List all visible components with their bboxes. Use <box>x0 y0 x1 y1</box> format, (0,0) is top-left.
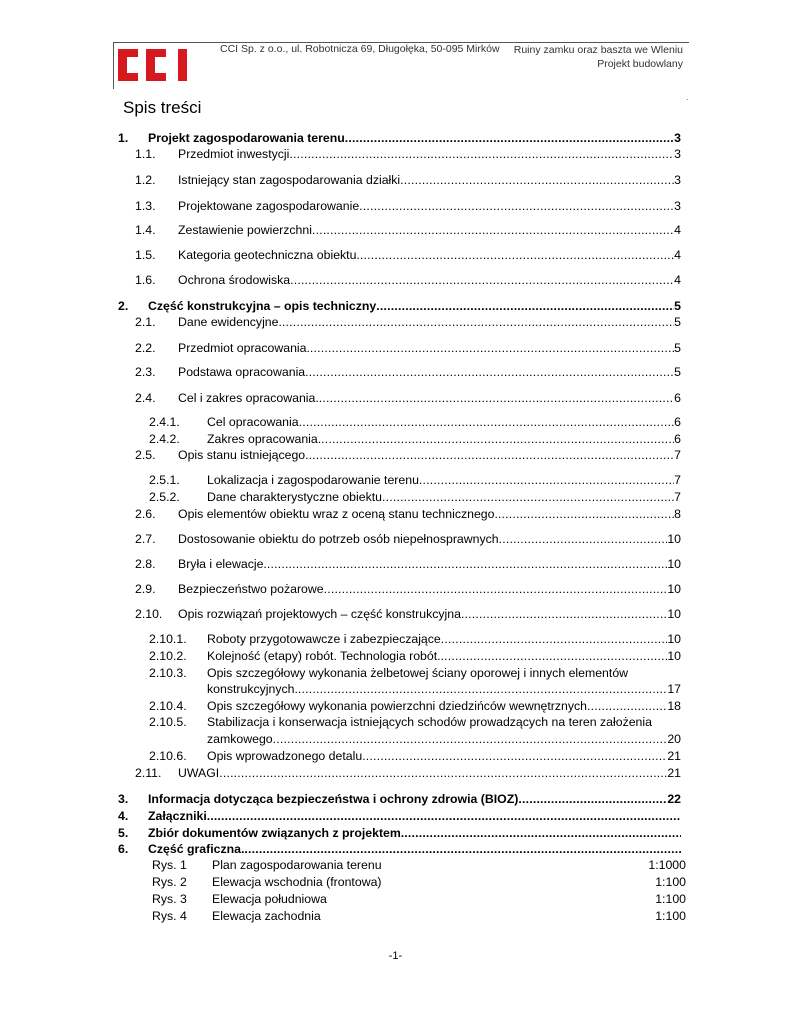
page-number: -1- <box>388 950 403 962</box>
toc-entry-1-4[interactable]: 1.4. Zestawienie powierzchni ..... 4 <box>118 222 681 238</box>
toc-entry-6[interactable]: 6. Część graficzna. ..... <box>118 841 681 857</box>
toc-entry-2-10-5-cont[interactable]: zamkowego ..... 20 <box>207 731 681 747</box>
toc-entry-2-1[interactable]: 2.1. Dane ewidencyjne. ..... 5 <box>118 314 681 330</box>
toc-entry-4[interactable]: 4. Załączniki. ..... <box>118 808 681 824</box>
toc-entry-2-6[interactable]: 2.6. Opis elementów obiektu wraz z oceną stanu technicznego. ..... 8 <box>118 506 681 522</box>
toc-entry-1[interactable]: 1. Projekt zagospodarowania terenu ..... 3 <box>118 130 681 146</box>
toc-entry-2-11[interactable]: 2.11. UWAGI ..... 21 <box>118 765 681 781</box>
toc-entry-2-10-5[interactable]: 2.10.5. Stabilizacja i konserwacja istniejących schodów prowadzących na teren założenia <box>149 715 652 729</box>
toc-entry-2-5-1[interactable]: 2.5.1. Lokalizacja i zagospodarowanie terenu ..... 7 <box>118 472 681 488</box>
toc-entry-1-2[interactable]: 1.2. Istniejący stan zagospodarowania działki ..... 3 <box>118 172 681 188</box>
toc-entry-2-2[interactable]: 2.2. Przedmiot opracowania. ..... 5 <box>118 340 681 356</box>
toc-entry-2-10-6[interactable]: 2.10.6. Opis wprowadzonego detalu ..... 21 <box>118 748 681 764</box>
toc-entry-2-10[interactable]: 2.10. Opis rozwiązań projektowych – część konstrukcyjna ..... 10 <box>118 606 681 622</box>
toc-entry-2-8[interactable]: 2.8. Bryła i elewacje. ..... 10 <box>118 556 681 572</box>
toc-entry-3[interactable]: 3. Informacja dotycząca bezpieczeństwa i ochrony zdrowia (BIOZ) ..... 22 <box>118 791 681 807</box>
toc-entry-2-4[interactable]: 2.4. Cel i zakres opracowania. ..... 6 <box>118 390 681 406</box>
toc-entry-2-10-3[interactable]: 2.10.3. Opis szczegółowy wykonania żelbetowej ściany oporowej i innych elementów <box>149 666 629 680</box>
toc-entry-2-5-2[interactable]: 2.5.2. Dane charakterystyczne obiektu ..... 7 <box>118 489 681 505</box>
drawing-row: Rys. 3 Elewacja południowa 1:100 <box>152 892 686 906</box>
drawing-row: Rys. 1 Plan zagospodarowania terenu 1:1000 <box>152 858 686 872</box>
company-address: CCI Sp. z o.o., ul. Robotnicza 69, Długołęka, 50-095 Mirków <box>220 43 500 55</box>
project-info <box>514 43 683 71</box>
project-name: Ruiny zamku oraz baszta we Wleniu <box>513 44 683 56</box>
cci-logo <box>116 45 200 85</box>
toc-entry-1-3[interactable]: 1.3. Projektowane zagospodarowanie ..... 3 <box>118 198 681 214</box>
corner-mark: . <box>686 92 689 102</box>
toc-entry-2[interactable]: 2. Część konstrukcyjna – opis techniczny ..... 5 <box>118 298 681 314</box>
toc-entry-2-10-1[interactable]: 2.10.1. Roboty przygotowawcze i zabezpieczające ..... 10 <box>118 631 681 647</box>
project-type: Projekt budowlany <box>597 58 683 70</box>
toc-entry-2-4-1[interactable]: 2.4.1. Cel opracowania ..... 6 <box>118 414 681 430</box>
toc-entry-1-6[interactable]: 1.6. Ochrona środowiska ..... 4 <box>118 272 681 288</box>
drawing-row: Rys. 2 Elewacja wschodnia (frontowa) 1:100 <box>152 875 686 889</box>
toc-entry-2-3[interactable]: 2.3. Podstawa opracowania. ..... 5 <box>118 364 681 380</box>
toc-entry-1-1[interactable]: 1.1. Przedmiot inwestycji ..... 3 <box>118 146 681 162</box>
toc-entry-2-5[interactable]: 2.5. Opis stanu istniejącego. ..... 7 <box>118 447 681 463</box>
toc-entry-2-10-3-cont[interactable]: konstrukcyjnych. ..... 17 <box>207 681 681 697</box>
toc-entry-2-4-2[interactable]: 2.4.2. Zakres opracowania. ..... 6 <box>118 431 681 447</box>
toc-entry-2-10-4[interactable]: 2.10.4. Opis szczegółowy wykonania powierzchni dziedzińców wewnętrznych ..... 18 <box>118 698 681 714</box>
toc-entry-1-5[interactable]: 1.5. Kategoria geotechniczna obiektu. ..... 4 <box>118 247 681 263</box>
toc-entry-2-7[interactable]: 2.7. Dostosowanie obiektu do potrzeb osób niepełnosprawnych ..... 10 <box>118 531 681 547</box>
toc-entry-5[interactable]: 5. Zbiór dokumentów związanych z projektem. ..... <box>118 825 681 841</box>
drawing-row: Rys. 4 Elewacja zachodnia 1:100 <box>152 909 686 923</box>
toc-title: Spis treści <box>123 98 202 117</box>
toc-entry-2-10-2[interactable]: 2.10.2. Kolejność (etapy) robót. Technologia robót. ..... 10 <box>118 648 681 664</box>
toc-entry-2-9[interactable]: 2.9. Bezpieczeństwo pożarowe ..... 10 <box>118 581 681 597</box>
